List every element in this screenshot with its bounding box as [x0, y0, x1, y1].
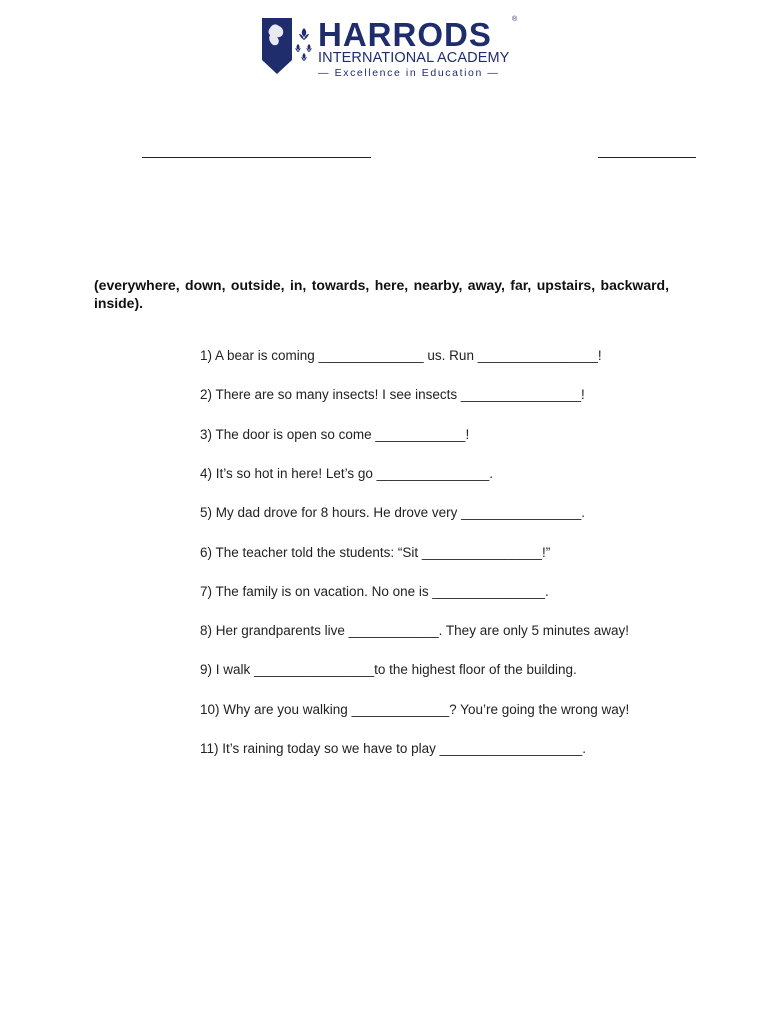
- logo-subtitle: INTERNATIONAL ACADEMY: [318, 50, 510, 66]
- question-9: 9) I walk ________________to the highest floor of the building.: [200, 662, 577, 677]
- word-bank: (everywhere, down, outside, in, towards, here, nearby, away, far, upstairs, backward, inside).: [94, 277, 669, 311]
- fleur-de-lis-icon: [293, 26, 315, 64]
- question-4: 4) It’s so hot in here! Let’s go _______________.: [200, 466, 493, 481]
- name-line: [142, 157, 371, 158]
- question-1: 1) A bear is coming ______________ us. Run ________________!: [200, 348, 602, 363]
- date-line: [598, 157, 696, 158]
- logo-name: HARRODS: [318, 16, 492, 53]
- question-10: 10) Why are you walking _____________? You’re going the wrong way!: [200, 702, 630, 717]
- academy-logo: [262, 16, 522, 80]
- question-11: 11) It’s raining today so we have to play ___________________.: [200, 741, 587, 756]
- question-7: 7) The family is on vacation. No one is _______________.: [200, 584, 549, 599]
- crest-shield-icon: [262, 16, 292, 76]
- logo-tagline: — Excellence in Education —: [318, 67, 500, 79]
- question-3: 3) The door is open so come ____________!: [200, 427, 470, 442]
- question-2: 2) There are so many insects! I see insects ________________!: [200, 387, 585, 402]
- question-5: 5) My dad drove for 8 hours. He drove very ________________.: [200, 505, 585, 520]
- question-6: 6) The teacher told the students: “Sit ________________!”: [200, 545, 551, 560]
- question-8: 8) Her grandparents live ____________. They are only 5 minutes away!: [200, 623, 630, 638]
- registered-mark: ®: [512, 16, 518, 23]
